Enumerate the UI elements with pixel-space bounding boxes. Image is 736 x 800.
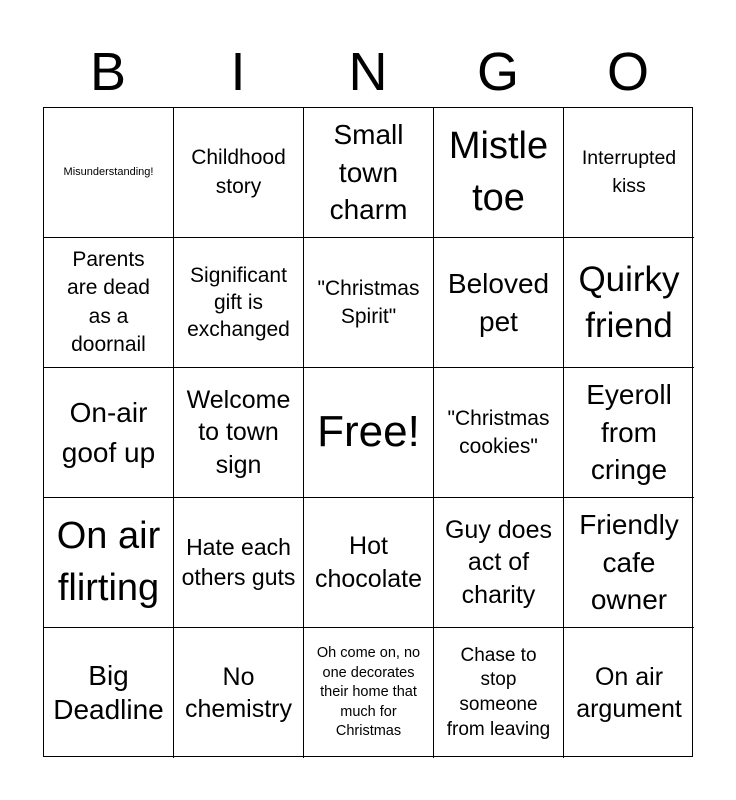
- cell-text: Misunderstanding!: [63, 165, 154, 178]
- bingo-cell[interactable]: [174, 238, 304, 368]
- cell-text: On-air goof up: [61, 397, 156, 468]
- cell-text: Guy does act of charity: [444, 515, 552, 609]
- cell-text: Quirky friend: [578, 260, 680, 345]
- cell-text: Interrupted kiss: [581, 147, 677, 197]
- bingo-cell[interactable]: [434, 368, 564, 498]
- bingo-cell[interactable]: [174, 498, 304, 628]
- bingo-cell[interactable]: [44, 628, 174, 758]
- header-letter-g: G: [476, 42, 519, 102]
- cell-text: Mistle toe: [448, 125, 549, 219]
- bingo-cell[interactable]: [304, 108, 434, 238]
- cell-text: Welcome to town sign: [186, 385, 291, 479]
- bingo-cell[interactable]: [44, 238, 174, 368]
- bingo-cell[interactable]: [304, 368, 434, 498]
- cell-text: No chemistry: [185, 662, 292, 723]
- cell-text: Chase to stop someone from leaving: [446, 644, 551, 740]
- bingo-header: [43, 36, 693, 108]
- header-letter-b: B: [89, 42, 127, 102]
- bingo-cell[interactable]: [174, 368, 304, 498]
- bingo-cell[interactable]: [434, 628, 564, 758]
- cell-text: Small town charm: [329, 118, 408, 226]
- header-letter-o: O: [606, 42, 649, 102]
- bingo-cell[interactable]: [174, 628, 304, 758]
- cell-text: "Christmas Spirit": [317, 277, 420, 328]
- header-letter-i: I: [230, 42, 246, 102]
- bingo-cell[interactable]: [174, 108, 304, 238]
- cell-text: On air flirting: [56, 515, 161, 609]
- bingo-cell[interactable]: [564, 368, 694, 498]
- bingo-cell[interactable]: [434, 498, 564, 628]
- cell-text: Eyeroll from cringe: [586, 378, 672, 486]
- cell-text: Big Deadline: [53, 660, 164, 725]
- header-letter-n: N: [348, 42, 388, 102]
- cell-text: Oh come on, no one decorates their home that much for Christmas: [316, 645, 421, 740]
- cell-text: Hot chocolate: [314, 532, 423, 593]
- bingo-cell[interactable]: [434, 238, 564, 368]
- bingo-cell[interactable]: [564, 628, 694, 758]
- bingo-cell[interactable]: [564, 108, 694, 238]
- cell-text: "Christmas cookies": [447, 407, 550, 458]
- bingo-cell[interactable]: [304, 498, 434, 628]
- bingo-cell[interactable]: [434, 108, 564, 238]
- bingo-cell[interactable]: [44, 498, 174, 628]
- cell-text: On air argument: [576, 662, 682, 723]
- bingo-cell[interactable]: [304, 238, 434, 368]
- free-space: Free!: [317, 407, 420, 457]
- cell-text: Friendly cafe owner: [579, 508, 679, 616]
- bingo-cell[interactable]: [304, 628, 434, 758]
- bingo-cell[interactable]: [564, 498, 694, 628]
- cell-text: Beloved pet: [447, 267, 550, 337]
- cell-text: Parents are dead as a doornail: [67, 247, 150, 356]
- cell-text: Hate each others guts: [181, 533, 296, 590]
- cell-text: Childhood story: [191, 146, 286, 198]
- bingo-cell[interactable]: [44, 108, 174, 238]
- bingo-cell[interactable]: [44, 368, 174, 498]
- bingo-card: [43, 107, 693, 757]
- bingo-cell[interactable]: [564, 238, 694, 368]
- cell-text: Significant gift is exchanged: [187, 263, 290, 342]
